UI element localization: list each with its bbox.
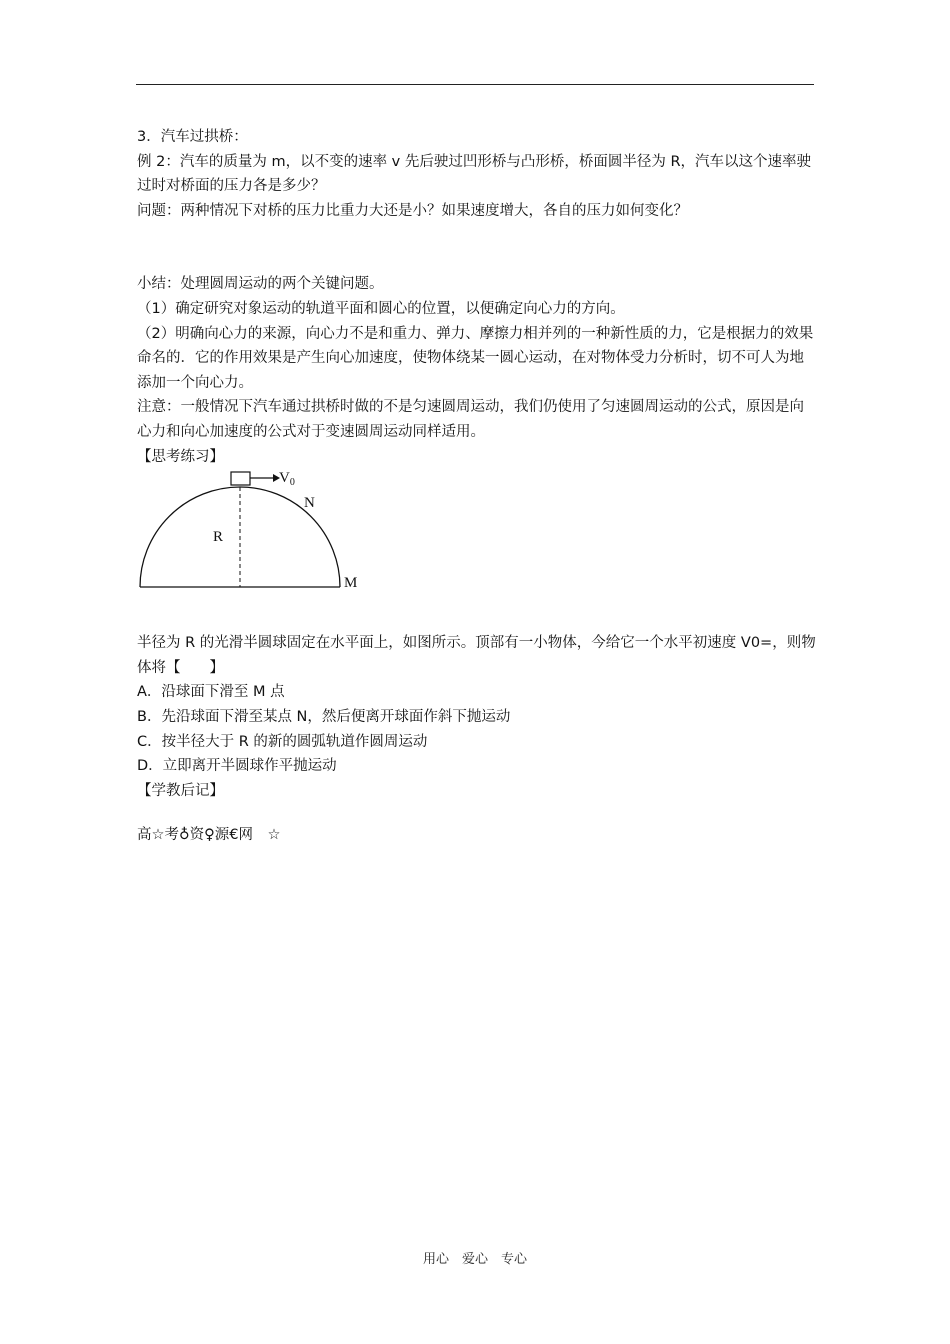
question-text: 问题：两种情况下对桥的压力比重力大还是小？如果速度增大，各自的压力如何变化？ [137,202,688,219]
example-text: 例 2：汽车的质量为 m，以不变的速率 v 先后驶过凹形桥与凸形桥，桥面圆半径为 R，汽车以这个速率驶过时对桥面的压力各是多少？ [137,153,812,195]
summary-note: 注意：一般情况下汽车通过拱桥时做的不是匀速圆周运动，我们仍使用了匀速圆周运动的公式，原因是向心力和向心加速度的公式对于变速圆周运动同样适用。 [137,399,804,440]
summary-title: 小结：处理圆周运动的两个关键问题。 [137,276,384,293]
label-r: R [213,529,224,546]
afterword-heading: 【学教后记】 [137,782,224,799]
practice-heading: 【思考练习】 [137,448,224,465]
document-body [137,125,817,848]
label-n: N [304,495,315,512]
small-object [231,472,250,485]
section-title: 3．汽车过拱桥： [137,129,248,145]
header-rule [136,84,814,85]
summary-point-2: （2）明确向心力的来源，向心力不是和重力、弹力、摩擦力相并列的一种新性质的力，它是根据力的效果命名的．它的作用效果是产生向心加速度，使物体绕某一圆心运动，在对物体受力分析时，切不可人为地添加一个向心力。 [137,325,814,391]
hemisphere-figure [137,469,377,609]
option-c: C．按半径大于 R 的新的圆弧轨道作圆周运动 [137,733,428,750]
summary-point-1: （1）确定研究对象运动的轨道平面和圆心的位置，以便确定向心力的方向。 [137,300,625,317]
option-d: D．立即离开半圆球作平抛运动 [137,758,337,775]
option-a: A．沿球面下滑至 M 点 [137,684,285,701]
label-m: M [344,575,358,592]
label-v: $V_0$ [279,470,295,489]
option-b: B．先沿球面下滑至某点 N，然后便离开球面作斜下抛运动 [137,708,511,725]
watermark-text: 高☆考♁资♀源€网 ☆ [137,827,281,844]
spacer [137,609,817,631]
page-footer: 用心 爱心 专心 [422,1252,527,1267]
spacer [137,223,817,272]
spacer [137,803,817,823]
hemisphere-diagram [137,469,377,609]
problem-stem: 半径为 R 的光滑半圆球固定在水平面上，如图所示。顶部有一小物体，今给它一个水平初速度 V0=，则物体将【 】 [137,635,816,676]
